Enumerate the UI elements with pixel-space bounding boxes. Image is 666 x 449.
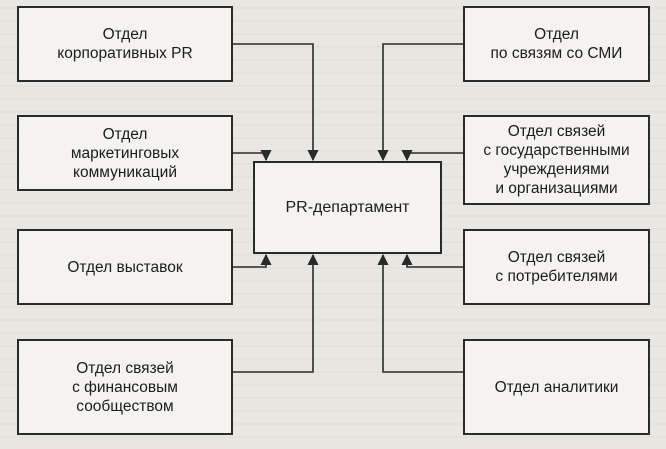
unit-label: Отдел выставок: [67, 258, 183, 276]
unit-label: Отдел связей с государственными учреждениями и организациями: [483, 123, 630, 197]
connector-financial-community: [233, 255, 313, 372]
unit-label: Отдел аналитики: [494, 378, 619, 396]
connector-consumers: [407, 255, 463, 267]
connector-analytics: [383, 255, 463, 372]
connector-corporate-pr: [233, 44, 313, 160]
unit-marketing-communications: [17, 115, 233, 191]
unit-label: Отдел корпоративных PR: [57, 26, 193, 62]
unit-consumer-relations: [463, 229, 650, 305]
connector-media: [383, 44, 463, 160]
connector-exhibitions: [233, 255, 266, 267]
pr-department-center: [253, 161, 442, 254]
unit-corporate-pr: [17, 6, 233, 82]
connector-marketing-communications: [233, 153, 266, 160]
unit-government-relations: [463, 115, 650, 205]
unit-exhibitions: [17, 229, 233, 305]
unit-media-relations: [463, 6, 650, 82]
unit-label: Отдел маркетинговых коммуникаций: [70, 125, 180, 181]
center-label: PR-департамент: [285, 199, 410, 216]
unit-label: Отдел по связям со СМИ: [490, 26, 623, 62]
unit-analytics: [463, 339, 650, 435]
unit-label: Отдел связей с финансовым сообществом: [72, 359, 178, 415]
unit-financial-community: [17, 339, 233, 435]
connector-government: [407, 153, 463, 160]
unit-label: Отдел связей с потребителями: [495, 249, 618, 285]
